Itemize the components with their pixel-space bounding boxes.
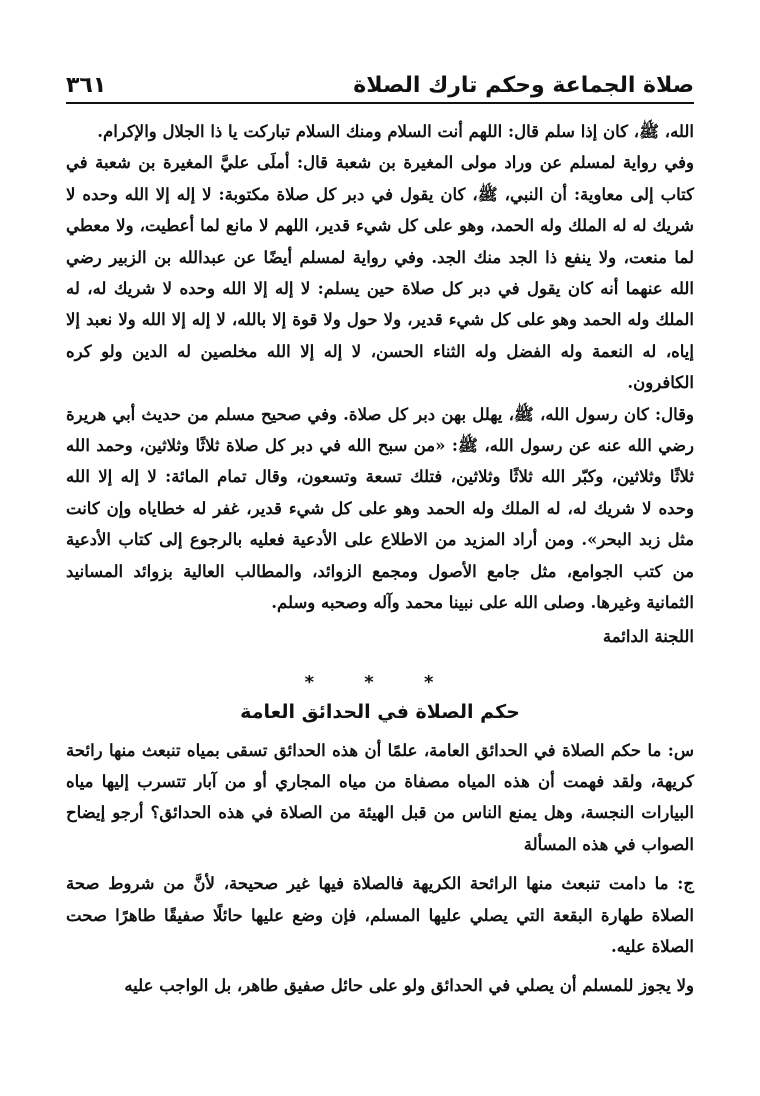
- paragraph: الله، ﷺ، كان إذا سلم قال: اللهم أنت السلام ومنك السلام تباركت يا ذا الجلال والإكرام.: [97, 122, 694, 141]
- continuation-paragraph: ولا يجوز للمسلم أن يصلي في الحدائق ولو على حائل صفيق طاهر، بل الواجب عليه: [124, 976, 694, 996]
- section-separator: * * *: [304, 671, 456, 693]
- answer-paragraph: ج: ما دامت تنبعث منها الرائحة الكريهة فالصلاة فيها غير صحيحة، لأنَّ من شروط صحة الصلاة طهارة البقعة التي يصلي عليها المسلم، فإن وضع عليها حائلًا صفيقًا طاهرًا صحت الصلاة عليه.: [66, 874, 694, 956]
- paragraph: وفي رواية لمسلم عن وراد مولى المغيرة بن شعبة قال: أملَى عليَّ المغيرة بن شعبة في كتاب إلى معاوية: أن النبي، ﷺ، كان يقول في دبر كل صلاة مكتوبة: لا إله إلا الله وحده لا شريك له له الملك وله الحمد، وهو على كل شيء قدير، اللهم لا مانع لما أعطيت، ولا معطي لما منعت، ولا ينفع ذا الجد منك الجد. وفي رواية لمسلم أيضًا عن عبدالله بن الزبير رضي الله عنهما أنه كان يقول في دبر كل صلاة حين يسلم: لا إله إلا الله وحده لا شريك له، له الملك وله الحمد وهو على كل شيء قدير، ولا حول ولا قوة إلا بالله، لا إله إلا الله ولا نعبد إلا إياه، له النعمة وله الفضل وله الثناء الحسن، لا إله إلا الله مخلصين له الدين ولو كره الكافرون.: [66, 153, 694, 393]
- page-number: ٣٦١: [66, 73, 107, 98]
- section-title: حكم الصلاة في الحدائق العامة: [240, 700, 520, 723]
- page-header: [66, 58, 694, 104]
- body-text: [66, 116, 694, 1002]
- question-paragraph: س: ما حكم الصلاة في الحدائق العامة، علمًا أن هذه الحدائق تسقى بمياه تنبعث منها رائحة كريهة، ولقد فهمت أن هذه المياه مصفاة من مياه المجاري أو من آبار تتسرب إليها مياه البيارات النجسة، وهل يمنع الناس من قبل الهيئة من الصلاة في هذه الحدائق؟ أرجو إيضاح الصواب في هذه المسألة: [66, 740, 694, 854]
- paragraph: وقال: كان رسول الله، ﷺ، يهلل بهن دبر كل صلاة. وفي صحيح مسلم من حديث أبي هريرة رضي الله عنه عن رسول الله، ﷺ: «من سبح الله في دبر كل صلاة ثلاثًا وثلاثين، وحمد الله ثلاثًا وثلاثين، وكبّر الله ثلاثًا وثلاثين، فتلك تسعة وتسعون، وقال تمام المائة: لا إله إلا الله وحده لا شريك له، له الملك وله الحمد وهو على كل شيء قدير، غفر له خطاياه وإن كانت مثل زبد البحر». ومن أراد المزيد من الاطلاع على الأدعية فعليه بالرجوع إلى كتاب الأدعية من كتب الجوامع، مثل جامع الأصول ومجمع الزوائد، والمطالب العالية بزوائد المسانيد الثمانية وغيرها. وصلى الله على نبينا محمد وآله وصحبه وسلم.: [66, 404, 694, 613]
- running-title: صلاة الجماعة وحكم تارك الصلاة: [353, 73, 694, 98]
- signature: اللجنة الدائمة: [602, 626, 694, 646]
